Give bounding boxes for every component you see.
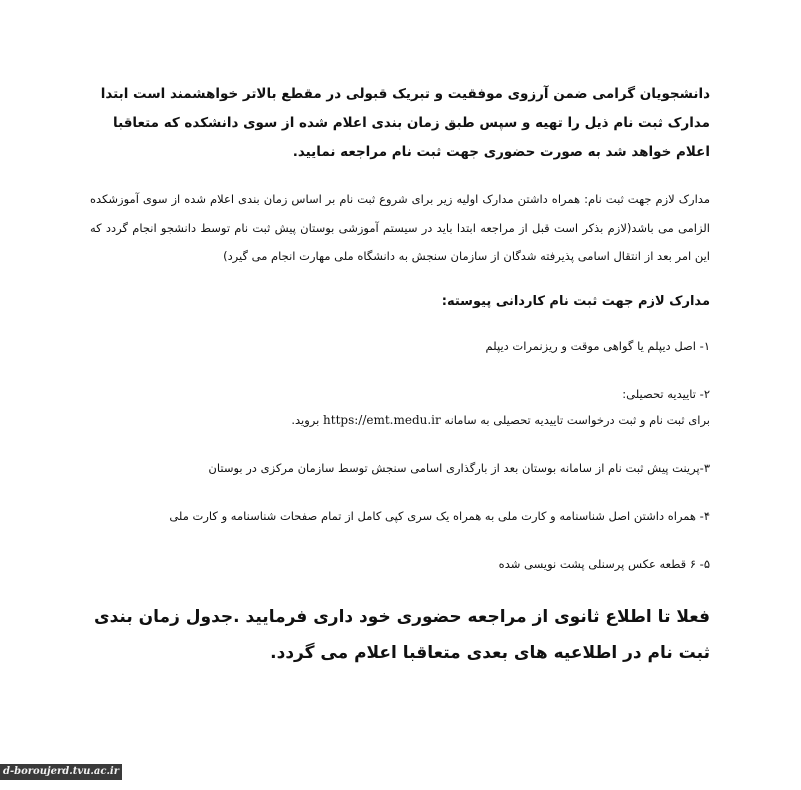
- document-body: [90, 80, 710, 671]
- list-item-photos: ۵- ۶ قطعه عکس پرسنلی پشت نویسی شده: [498, 556, 710, 571]
- verification-title: ۲- تاییدیه تحصیلی:: [622, 386, 710, 401]
- verification-instructions: [90, 407, 710, 433]
- section-heading: مدارک لازم جهت ثبت نام کاردانی پیوسته:: [441, 293, 710, 309]
- verification-text-before: برای ثبت نام و ثبت درخواست تاییدیه تحصیلی به سامانه: [444, 412, 710, 427]
- closing-notice: فعلا تا اطلاع ثانوی از مراجعه حضوری خود داری فرمایید .جدول زمان بندی ثبت نام در اطلاعیه های بعدی متعاقبا اعلام می گردد.: [94, 606, 710, 663]
- verification-text-after: بروید.: [291, 412, 320, 427]
- site-watermark: d-boroujerd.tvu.ac.ir: [0, 764, 122, 780]
- general-documents-paragraph: مدارک لازم جهت ثبت نام: همراه داشتن مدارک اولیه زیر برای شروع ثبت نام بر اساس زمان بندی اعلام شده از سوی آموزشکده الزامی می باشد(لازم بذکر است قبل از مراجعه ابتدا باید در سیستم آموزشی بوستان پیش ثبت نام توسط دانشجو انجام گردد که این امر بعد از انتقال اسامی پذیرفته شدگان از سازمان سنجش به دانشگاه ملی مهارت انجام می گیرد): [90, 192, 710, 263]
- list-item-verification: [90, 381, 710, 433]
- intro-paragraph: دانشجویان گرامی ضمن آرزوی موفقیت و تبریک قبولی در مقطع بالاتر خواهشمند است ابتدا مدارک ثبت نام ذیل را تهیه و سپس طبق زمان بندی اعلام شده از سوی دانشکده که متعاقبا اعلام خواهد شد به صورت حضوری جهت ثبت نام مراجعه نمایید.: [100, 86, 710, 160]
- verification-url-link[interactable]: https://emt.medu.ir: [323, 412, 441, 427]
- list-item-id-documents: ۴- همراه داشتن اصل شناسنامه و کارت ملی به همراه یک سری کپی کامل از تمام صفحات شناسنامه و کارت ملی: [169, 508, 710, 523]
- list-item-preregistration-print: ۳-پرینت پیش ثبت نام از سامانه بوستان بعد از بارگذاری اسامی سنجش توسط سازمان مرکزی در بوستان: [208, 460, 710, 475]
- list-item-diploma: ۱- اصل دیپلم یا گواهی موقت و ریزنمرات دیپلم: [485, 338, 710, 353]
